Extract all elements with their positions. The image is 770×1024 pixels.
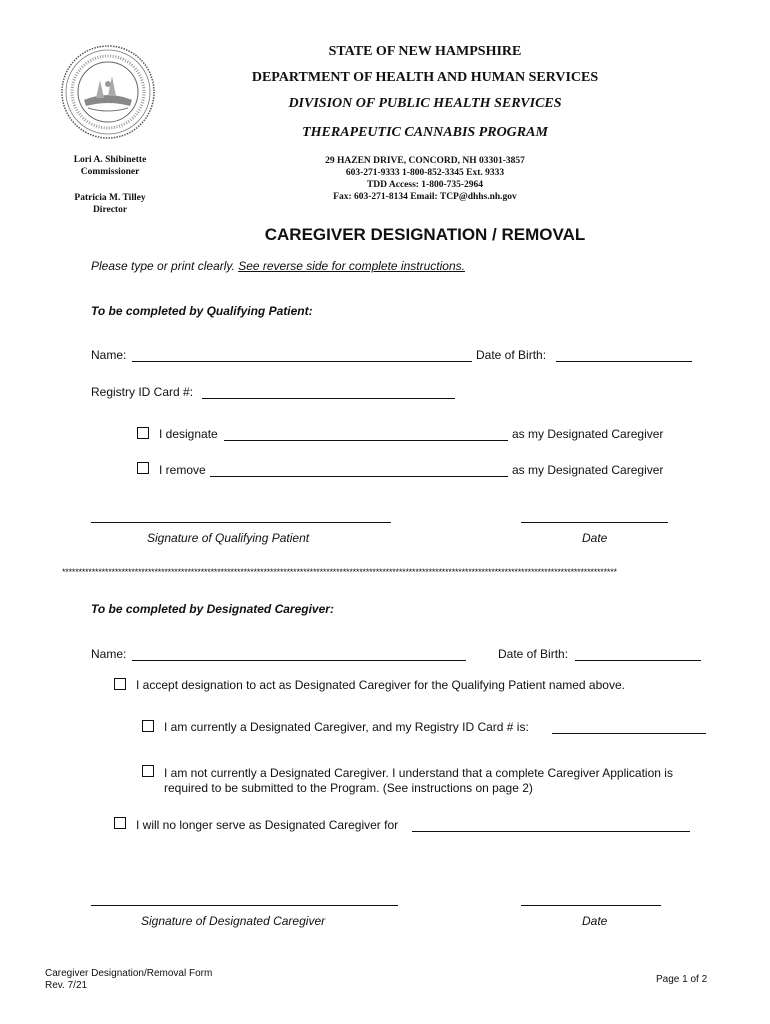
current-caregiver-label: I am currently a Designated Caregiver, and my Registry ID Card # is: <box>164 720 529 734</box>
instruction-text: Please type or print clearly. <box>91 259 235 273</box>
footer-form-info <box>45 968 212 992</box>
patient-dob-label: Date of Birth: <box>476 348 547 362</box>
no-longer-serve-checkbox[interactable] <box>114 817 126 829</box>
section-separator: ************************************************************************************************************************************************************************ <box>62 567 617 577</box>
accept-checkbox[interactable] <box>114 678 126 690</box>
instructions <box>91 259 465 273</box>
director-block <box>40 192 180 216</box>
caregiver-name-label: Name: <box>91 647 127 661</box>
remove-name-field[interactable] <box>210 476 508 477</box>
caregiver-name-field[interactable] <box>132 660 466 661</box>
commissioner-name: Lori A. Shibinette <box>73 155 147 165</box>
footer-revision: Rev. 7/21 <box>45 980 88 991</box>
patient-section-label: To be completed by Qualifying Patient: <box>91 304 313 318</box>
caregiver-signature-field[interactable] <box>91 905 398 906</box>
patient-name-label: Name: <box>91 348 127 362</box>
registry-id-label: Registry ID Card #: <box>91 385 194 399</box>
footer-form-name: Caregiver Designation/Removal Form <box>45 968 213 979</box>
patient-signature-label: Signature of Qualifying Patient <box>147 531 310 545</box>
registry-id-field[interactable] <box>202 398 455 399</box>
footer-page-number: Page 1 of 2 <box>656 974 708 985</box>
fax-email: Fax: 603-271-8134 Email: TCP@dhhs.nh.gov <box>333 192 517 202</box>
address: 29 HAZEN DRIVE, CONCORD, NH 03301-3857 <box>325 156 525 166</box>
caregiver-signature-date-field[interactable] <box>521 905 661 906</box>
caregiver-dob-label: Date of Birth: <box>498 647 569 661</box>
not-current-line1: I am not currently a Designated Caregiver. I understand that a complete Caregiver Application is <box>164 766 673 780</box>
not-current-caregiver-checkbox[interactable] <box>142 765 154 777</box>
tdd: TDD Access: 1-800-735-2964 <box>366 180 484 190</box>
commissioner-title: Commissioner <box>80 167 140 177</box>
remove-label: I remove <box>159 463 206 477</box>
current-caregiver-checkbox[interactable] <box>142 720 154 732</box>
patient-signature-date-field[interactable] <box>521 522 668 523</box>
accept-label: I accept designation to act as Designated Caregiver for the Qualifying Patient named above. <box>136 678 625 692</box>
remove-suffix: as my Designated Caregiver <box>512 463 664 477</box>
phone: 603-271-9333 1-800-852-3345 Ext. 9333 <box>345 168 505 178</box>
caregiver-section-label: To be completed by Designated Caregiver: <box>91 602 334 616</box>
caregiver-signature-label: Signature of Designated Caregiver <box>141 914 326 928</box>
program-name: THERAPEUTIC CANNABIS PROGRAM <box>302 125 548 140</box>
address-block <box>200 155 650 203</box>
patient-dob-field[interactable] <box>556 361 692 362</box>
remove-checkbox[interactable] <box>137 462 149 474</box>
director-name: Patricia M. Tilley <box>74 193 146 203</box>
instruction-link[interactable]: See reverse side for complete instructions. <box>238 259 465 273</box>
caregiver-registry-id-field[interactable] <box>552 733 706 734</box>
caregiver-date-label: Date <box>582 914 608 928</box>
division-name: DIVISION OF PUBLIC HEALTH SERVICES <box>288 96 562 111</box>
caregiver-dob-field[interactable] <box>575 660 701 661</box>
director-title: Director <box>92 205 128 215</box>
no-longer-serve-label: I will no longer serve as Designated Caregiver for <box>136 818 399 832</box>
designate-name-field[interactable] <box>224 440 508 441</box>
state-name: STATE OF NEW HAMPSHIRE <box>328 44 522 59</box>
state-seal-icon <box>60 44 156 140</box>
patient-date-label: Date <box>582 531 608 545</box>
designate-checkbox[interactable] <box>137 427 149 439</box>
not-current-line2: required to be submitted to the Program. (See instructions on page 2) <box>164 781 533 795</box>
commissioner-block <box>40 154 180 178</box>
designate-suffix: as my Designated Caregiver <box>512 427 664 441</box>
patient-name-field[interactable] <box>132 361 472 362</box>
patient-signature-field[interactable] <box>91 522 391 523</box>
department-name: DEPARTMENT OF HEALTH AND HUMAN SERVICES <box>251 70 599 85</box>
form-title: CAREGIVER DESIGNATION / REMOVAL <box>264 225 586 244</box>
no-longer-serve-name-field[interactable] <box>412 831 690 832</box>
designate-label: I designate <box>159 427 218 441</box>
